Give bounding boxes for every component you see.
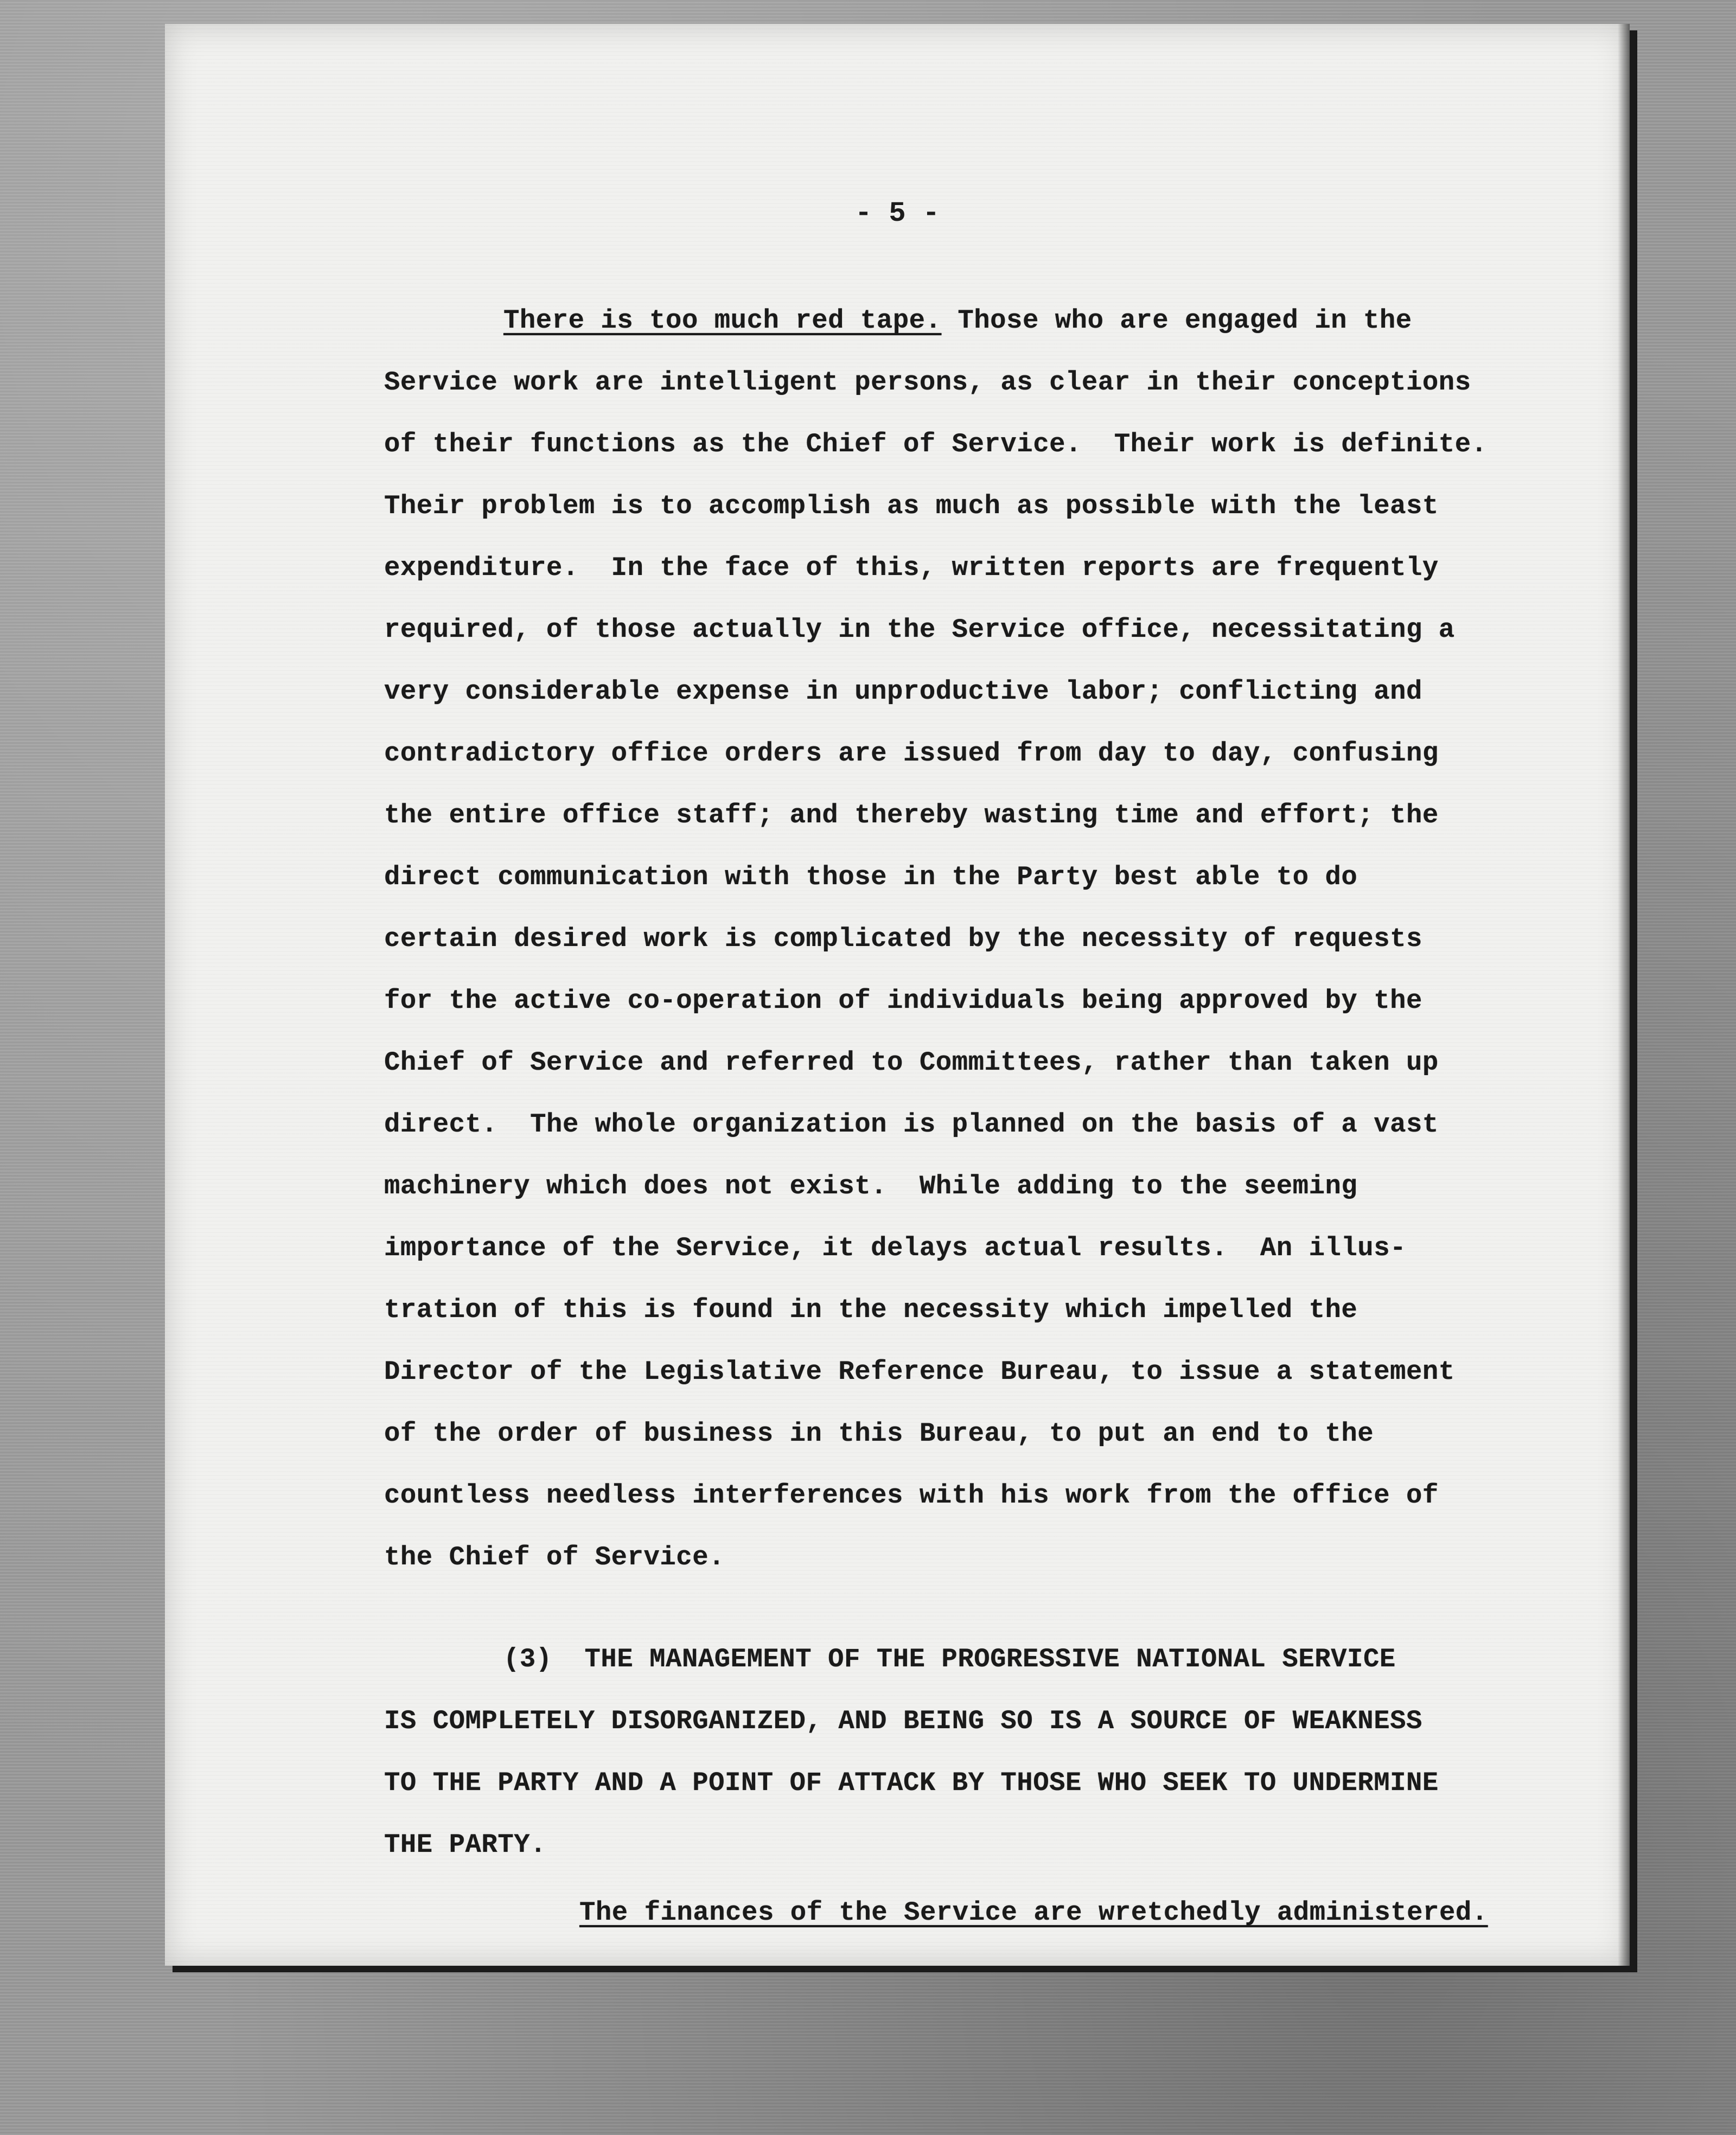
paragraph-finances xyxy=(384,1882,1599,1944)
paragraph-red-tape xyxy=(384,290,1599,1588)
paragraph-line: contradictory office orders are issued from day to day, confusing xyxy=(384,738,1439,769)
paragraph-line: for the active co-operation of individuals being approved by the xyxy=(384,986,1422,1016)
paragraph-management-disorganized xyxy=(384,1628,1599,1876)
document-page xyxy=(165,24,1630,1966)
paragraph-line: (3) THE MANAGEMENT OF THE PROGRESSIVE NATIONAL SERVICE xyxy=(503,1644,1396,1674)
paragraph-line: Their problem is to accomplish as much as possible with the least xyxy=(384,491,1439,521)
paragraph-line: Director of the Legislative Reference Bureau, to issue a statement xyxy=(384,1357,1455,1387)
paragraph-line: direct. The whole organization is planned on the basis of a vast xyxy=(384,1109,1439,1140)
paragraph-line: of their functions as the Chief of Service. Their work is definite. xyxy=(384,429,1488,459)
paragraph-line: Chief of Service and referred to Committees, rather than taken up xyxy=(384,1047,1439,1078)
paragraph-line xyxy=(384,1882,1599,1944)
paragraph-line xyxy=(384,290,1599,351)
paragraph-line: countless needless interferences with his work from the office of xyxy=(384,1480,1439,1511)
paragraph-line: importance of the Service, it delays actual results. An illus- xyxy=(384,1233,1407,1263)
paragraph-line: the Chief of Service. xyxy=(384,1542,725,1573)
paragraph-line: direct communication with those in the Party best able to do xyxy=(384,862,1358,892)
paragraph-line: IS COMPLETELY DISORGANIZED, AND BEING SO IS A SOURCE OF WEAKNESS xyxy=(384,1706,1422,1736)
paragraph-line: Service work are intelligent persons, as clear in their conceptions xyxy=(384,367,1471,398)
paragraph-line: TO THE PARTY AND A POINT OF ATTACK BY THOSE WHO SEEK TO UNDERMINE xyxy=(384,1768,1439,1798)
paragraph-line-text: Those who are engaged in the xyxy=(941,305,1412,336)
paragraph-line: of the order of business in this Bureau, to put an end to the xyxy=(384,1418,1374,1449)
underlined-lead: There is too much red tape. xyxy=(503,305,942,336)
paragraph-line: the entire office staff; and thereby wasting time and effort; the xyxy=(384,800,1439,830)
paragraph-line: tration of this is found in the necessity which impelled the xyxy=(384,1295,1358,1325)
underlined-heading: The finances of the Service are wretchedly administered. xyxy=(579,1897,1488,1928)
paragraph-line: machinery which does not exist. While adding to the seeming xyxy=(384,1171,1358,1201)
paragraph-line: very considerable expense in unproductive labor; conflicting and xyxy=(384,676,1422,707)
paragraph-line: expenditure. In the face of this, written reports are frequently xyxy=(384,553,1439,583)
paragraph-line: THE PARTY. xyxy=(384,1830,547,1860)
page-number: - 5 - xyxy=(854,197,940,229)
paragraph-line: certain desired work is complicated by the necessity of requests xyxy=(384,924,1422,954)
paragraph-line: required, of those actually in the Service office, necessitating a xyxy=(384,615,1455,645)
